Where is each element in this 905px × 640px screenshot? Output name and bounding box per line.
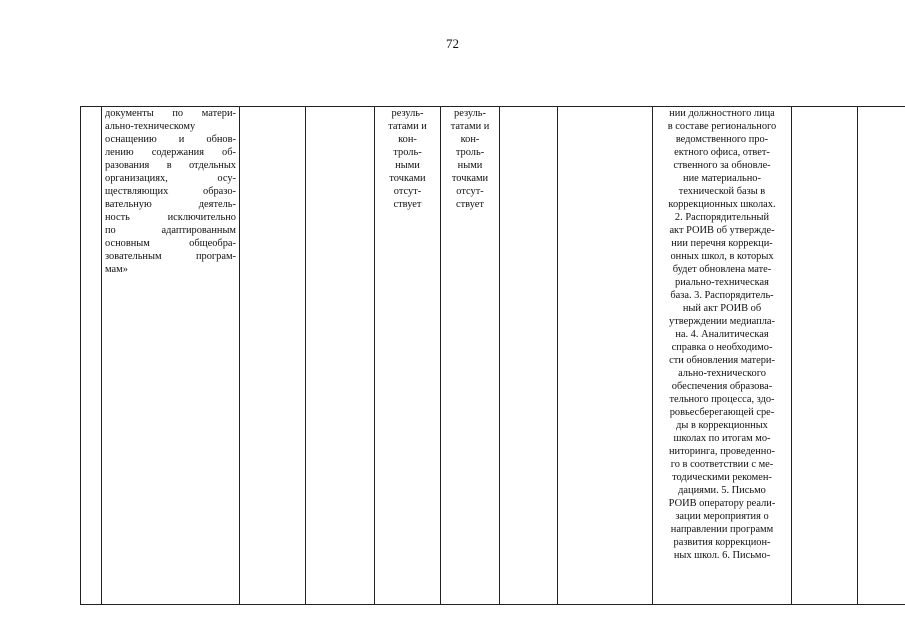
text-line: го в соответствии с ме- [670,459,774,470]
text-line: онных школ, в которых [670,251,774,262]
text-line: школах по итогам мо- [673,433,771,444]
text-line: лению содержания об- [105,147,236,158]
text-line: троль- [393,147,422,158]
text-line: в составе регионального [667,121,777,132]
text-line: троль- [455,147,485,158]
cell-empty [558,107,653,605]
text-line: ный акт РОИВ об [682,303,762,314]
text-line: по адаптированным [105,225,236,236]
text-line: ществляющих образо- [105,186,236,197]
text-line: технической базы в [678,186,766,197]
text-line: РОИВ оператору реали- [668,498,776,509]
text-line: 2. Распорядительный [674,212,770,223]
text-line: ние материально- [683,173,761,184]
text-line: обеспечения образова- [671,381,773,392]
text-line: дациями. 5. Письмо [678,485,766,496]
text-line: татами и [388,121,427,132]
text-line: тодическими рекомен- [672,472,772,483]
text-line: ектного офиса, ответ- [674,147,770,158]
text-line: мам» [105,264,128,275]
text-line: ствует [393,199,422,210]
text-line: направлении программ [670,524,774,535]
text-line: нии перечня коррекци- [671,238,773,249]
result-a-text [378,107,437,211]
text-line: ность исключительно [105,212,236,223]
text-line: ведомственного про- [675,134,769,145]
text-line: резуль- [454,108,486,119]
text-line: ниторинга, проведенно- [668,446,776,457]
page-number: 72 [446,36,459,51]
cell-result-a [375,107,441,605]
text-line: ствует [456,199,484,210]
text-line: кон- [460,134,480,145]
text-line: справка о необходимо- [671,342,773,353]
table-row [81,107,905,605]
text-line: ально-технического [678,368,766,379]
text-line: организациях, осу- [105,173,236,184]
text-line: ально-техническому [105,121,196,132]
text-line: ровьесберегающей сре- [669,407,775,418]
text-line: будет обновлена мате- [672,264,772,275]
cell-empty [500,107,558,605]
text-line: акт РОИВ об утвержде- [669,225,775,236]
cell-empty [306,107,375,605]
text-line: на. 4. Аналитическая [675,329,769,340]
text-line: утверждении медиапла- [669,316,775,327]
text-line: риально-техническая [675,277,769,288]
cell-number [81,107,102,605]
result-b-text [444,107,496,211]
text-line: вательную деятель- [105,199,236,210]
description-text [105,107,236,276]
text-line: ды в коррекционных [676,420,768,431]
cell-empty [240,107,306,605]
text-line: основным общеобра- [105,238,236,249]
text-line: кон- [398,134,417,145]
text-line: документы по матери- [105,108,236,119]
cell-empty [858,107,905,605]
text-line: зовательным програм- [105,251,236,262]
text-line: точками [389,173,426,184]
documents-text [656,107,788,562]
text-line: коррекционных школах. [668,199,776,210]
cell-result-b [441,107,500,605]
text-line: сти обновления матери- [669,355,775,366]
text-line: отсут- [456,186,484,197]
text-line: резуль- [391,108,424,119]
text-line: татами и [450,121,490,132]
text-line: развития коррекцион- [673,537,771,548]
document-table [80,106,905,605]
text-line: отсут- [393,186,422,197]
text-line: нии должностного лица [669,108,775,119]
text-line: разования в отдельных [105,160,236,171]
text-line: ственного за обновле- [673,160,771,171]
cell-empty [792,107,858,605]
text-line: ными [457,160,483,171]
cell-documents [653,107,792,605]
text-line: база. 3. Распорядитель- [670,290,774,301]
cell-description [102,107,240,605]
text-line: тельного процесса, здо- [669,394,775,405]
text-line: ными [395,160,420,171]
text-line: ных школ. 6. Письмо- [673,550,771,561]
text-line: зации мероприятия о [675,511,769,522]
text-line: точками [451,173,489,184]
text-line: оснащению и обнов- [105,134,236,145]
